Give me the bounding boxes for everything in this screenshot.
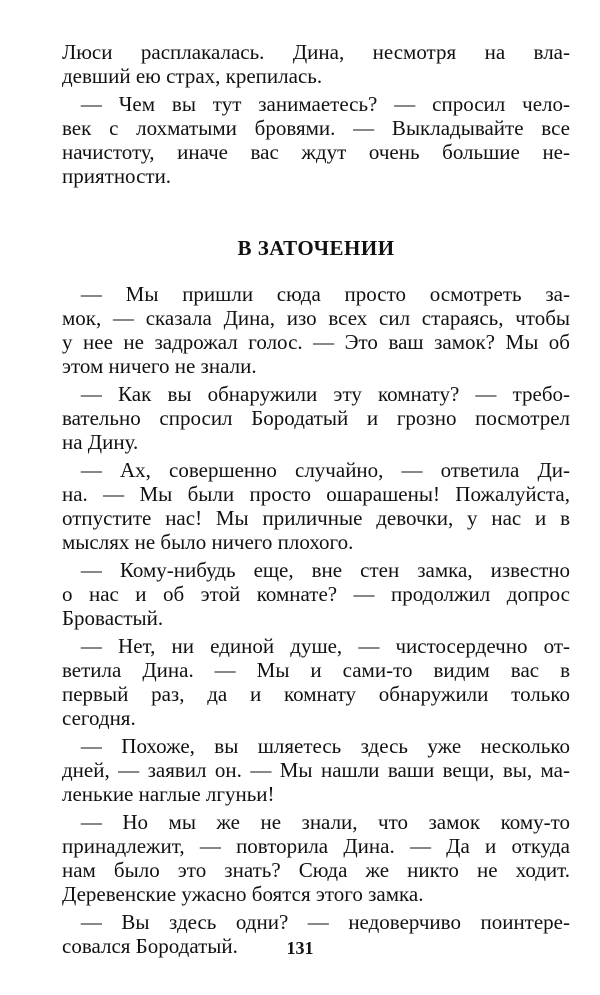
text-line: — Кому-нибудь еще, вне стен замка, известно [80, 558, 570, 582]
text-line: у нее не задрожал голос. — Это ваш замок? Мы об [62, 330, 570, 354]
paragraph-3 [62, 458, 570, 554]
paragraph-6 [62, 734, 570, 806]
text-line: девший ею страх, крепилась. [62, 64, 323, 88]
text-line: ветила Дина. — Мы и сами-то видим вас в [62, 658, 570, 682]
text-line: мок, — сказала Дина, изо всех сил стараясь, чтобы [62, 306, 570, 330]
text-line: дней, — заявил он. — Мы нашли ваши вещи, вы, ма- [62, 758, 570, 782]
text-line: нам было это знать? Сюда же никто не ходит. [62, 858, 570, 882]
text-line: на Дину. [62, 430, 139, 454]
text-line: ленькие наглые лгуньи! [62, 782, 275, 806]
page-number: 131 [286, 938, 314, 958]
text-line: — Нет, ни единой душе, — чистосердечно от- [80, 634, 570, 658]
paragraph-5 [62, 634, 570, 730]
text-line: совался Бородатый. [62, 934, 238, 958]
text-line: приятности. [62, 164, 172, 188]
text-line: вательно спросил Бородатый и грозно посмотрел [62, 406, 570, 430]
paragraph-7 [62, 810, 570, 906]
text-line: век с лохматыми бровями. — Выкладывайте все [62, 116, 570, 140]
text-line: мыслях не было ничего плохого. [62, 530, 354, 554]
paragraph-2 [62, 382, 570, 454]
text-line: принадлежит, — повторила Дина. — Да и откуда [62, 834, 570, 858]
text-line: Бровастый. [62, 606, 164, 630]
chapter-title: В ЗАТОЧЕНИИ [237, 236, 395, 260]
text-line: — Мы пришли сюда просто осмотреть за- [80, 282, 570, 306]
text-line: Деревенские ужасно боятся этого замка. [62, 882, 424, 906]
text-line: — Вы здесь одни? — недоверчиво поинтере- [80, 910, 570, 934]
paragraph-top-2 [62, 92, 570, 188]
text-line: этом ничего не знали. [62, 354, 257, 378]
text-line: — Но мы же не знали, что замок кому-то [80, 810, 570, 834]
text-line: о нас и об этой комнате? — продолжил допрос [62, 582, 570, 606]
paragraph-1 [62, 282, 570, 378]
text-line: начистоту, иначе вас ждут очень большие не- [62, 140, 570, 164]
book-page [62, 40, 570, 958]
text-line: на. — Мы были просто ошарашены! Пожалуйста, [62, 482, 570, 506]
text-line: первый раз, да и комнату обнаружили только [62, 682, 570, 706]
text-line: — Чем вы тут занимаетесь? — спросил чело- [80, 92, 570, 116]
chapter-body [62, 282, 570, 958]
text-line: отпустите нас! Мы приличные девочки, у нас и в [62, 506, 570, 530]
text-line: — Похоже, вы шляетесь здесь уже несколько [80, 734, 570, 758]
paragraph-top-1 [62, 40, 570, 88]
text-line: — Как вы обнаружили эту комнату? — требо- [80, 382, 570, 406]
top-section [62, 40, 570, 188]
text-line: сегодня. [62, 706, 136, 730]
text-line: Люси расплакалась. Дина, несмотря на вла- [62, 40, 570, 64]
paragraph-4 [62, 558, 570, 630]
text-line: — Ах, совершенно случайно, — ответила Ди- [80, 458, 570, 482]
